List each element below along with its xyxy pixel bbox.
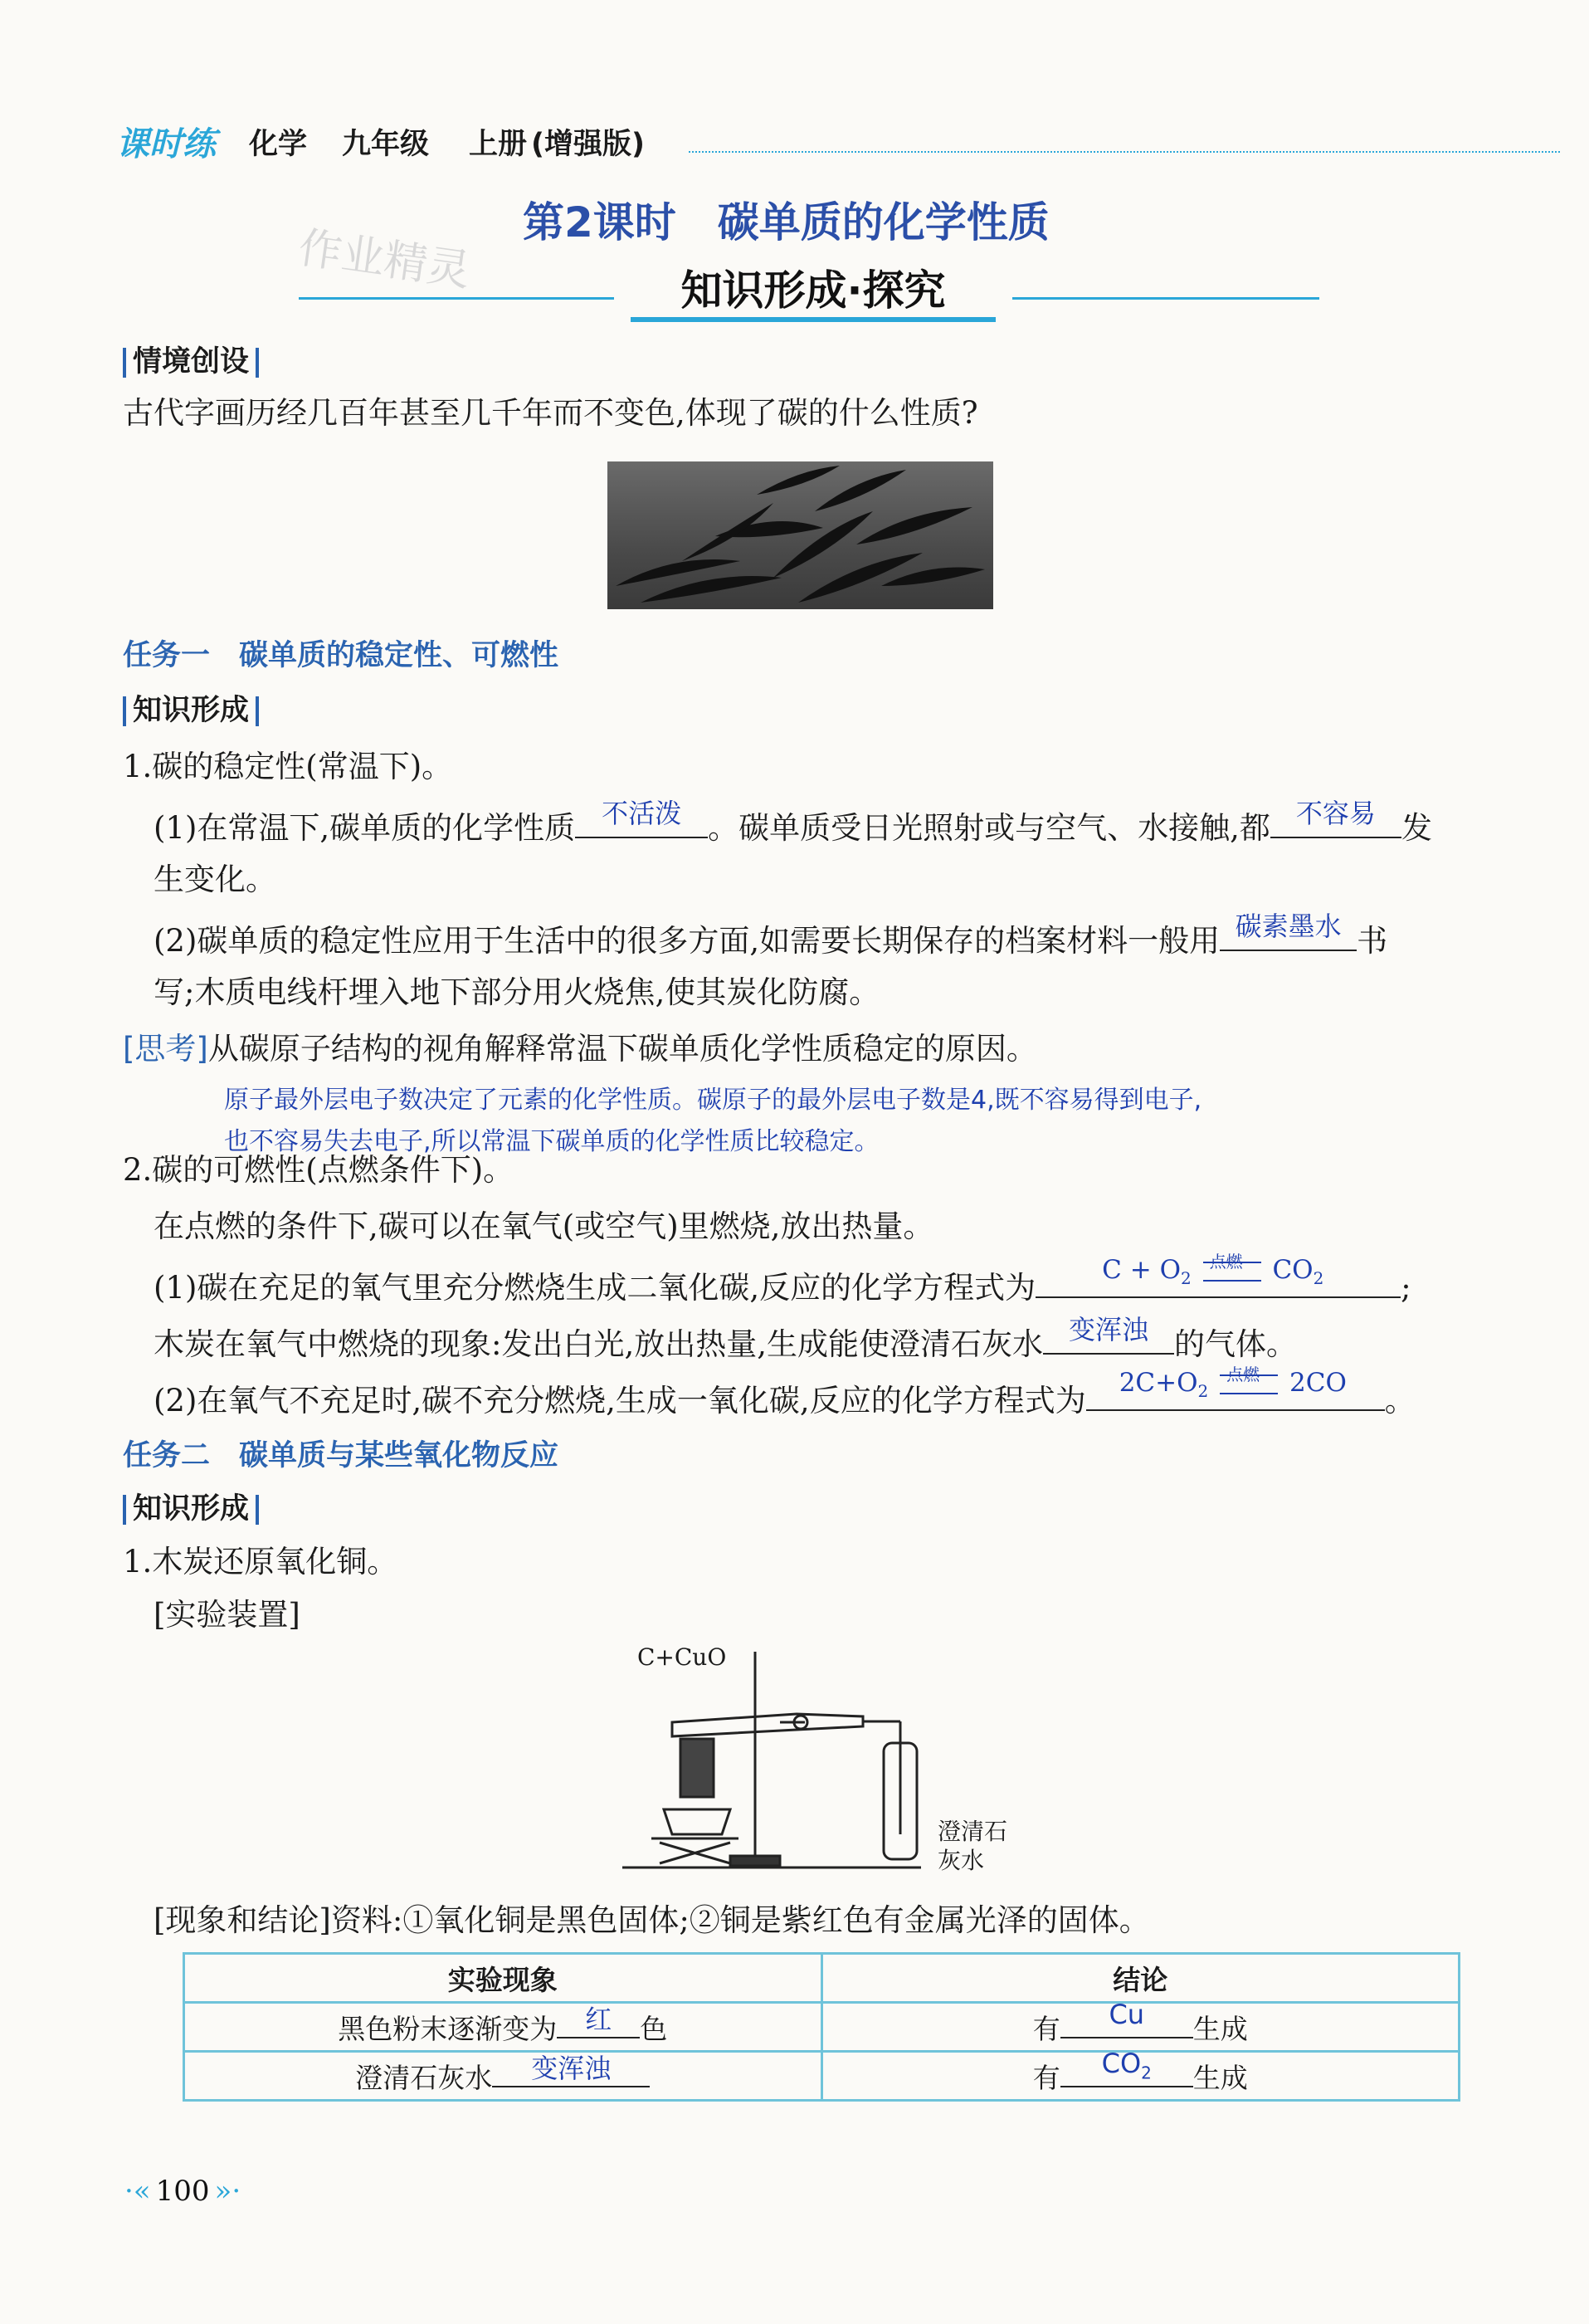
- answer-blank: [492, 2052, 650, 2087]
- combustibility-intro: 在点燃的条件下,碳可以在氧气(或空气)里燃烧,放出热量。: [154, 1208, 934, 1244]
- eq-right: 2CO: [1289, 1368, 1347, 1398]
- eq-arrow: [1220, 1364, 1278, 1394]
- header: [116, 116, 1560, 166]
- scenario-label: [116, 339, 266, 380]
- task2-title: 任务二 碳单质与某些氧化物反应: [123, 1439, 559, 1472]
- header-volume: 上册: [469, 128, 528, 161]
- text: (1)在常温下,碳单质的化学性质: [154, 810, 576, 846]
- text: (1)碳在充足的氧气里充分燃烧生成二氧化碳,反应的化学方程式为: [154, 1270, 1036, 1306]
- answer-text: 不容易: [1295, 798, 1376, 829]
- conclusion-intro: [现象和结论]资料:①氧化铜是黑色固体;②铜是紫红色有金属光泽的固体。: [154, 1902, 1150, 1938]
- text: 有: [1032, 2061, 1060, 2094]
- task1-label: [116, 687, 266, 729]
- reduction-heading: 1.木炭还原氧化铜。: [123, 1544, 398, 1579]
- text: (2)碳单质的稳定性应用于生活中的很多方面,如需要长期保存的档案材料一般用: [154, 923, 1221, 959]
- equation-blank: [1036, 1251, 1401, 1298]
- stability-line1-cont: 生变化。: [154, 862, 276, 897]
- text: ;: [1401, 1270, 1411, 1306]
- page-number: [124, 2175, 241, 2208]
- table-cell: [821, 1998, 1460, 2052]
- text: 生成: [1192, 2061, 1248, 2094]
- header-edition: (增强版): [531, 128, 645, 161]
- table-cell: [184, 2003, 822, 2052]
- page-deco-right: »·: [214, 2175, 241, 2208]
- banner-line-right: [1012, 297, 1319, 300]
- brand-logo: 课时练: [116, 125, 216, 164]
- page-deco-left: ·«: [124, 2175, 151, 2208]
- eq-right: CO: [1272, 1255, 1314, 1285]
- answer-blank: [575, 798, 708, 838]
- eq-condition: 点燃: [1226, 1364, 1260, 1384]
- text: 黑色粉末逐渐变为: [338, 2012, 558, 2045]
- watermark: 作业精灵: [295, 222, 474, 297]
- text: 。: [1384, 1383, 1416, 1418]
- text: (2)在氧气不充足时,碳不充分燃烧,生成一氧化碳,反应的化学方程式为: [154, 1383, 1086, 1418]
- section-banner: [299, 257, 1319, 315]
- stability-line1: [154, 798, 1432, 848]
- scenario-label-text: 情境创设: [133, 345, 250, 378]
- equation-co: $2C+O_2$ 点燃 2CO: [1119, 1363, 1347, 1411]
- task1-title: 任务一 碳单质的稳定性、可燃性: [123, 639, 559, 672]
- text: 生成: [1192, 2012, 1248, 2045]
- text: 有: [1032, 2012, 1060, 2045]
- page-number-text: 100: [155, 2175, 210, 2208]
- text: 色: [640, 2012, 668, 2045]
- banner-text: 知识形成·探究: [631, 257, 996, 322]
- eq-condition: 点燃: [1209, 1251, 1243, 1272]
- answer-text: 变浑浊: [1068, 1314, 1148, 1345]
- text: 发: [1401, 810, 1432, 846]
- answer-text: Cu: [1109, 1998, 1145, 2030]
- stability-line2-cont: 写;木质电线杆埋入地下部分用火烧焦,使其炭化防腐。: [154, 974, 880, 1010]
- think-question: [123, 1029, 1037, 1069]
- eq-left: 2C+O: [1119, 1368, 1198, 1398]
- answer-formula: CO: [1101, 2047, 1142, 2079]
- bamboo-painting-image: [607, 461, 993, 609]
- task2-label: [116, 1486, 266, 1527]
- answer-text: 变浑浊: [531, 2052, 612, 2084]
- table-row: [184, 2052, 1460, 2101]
- think-answer-2: 也不容易失去电子,所以常温下碳单质的化学性质比较稳定。: [224, 1127, 880, 1156]
- stability-heading: 1.碳的稳定性(常温下)。: [123, 749, 453, 784]
- lesson-title: 第2课时 碳单质的化学性质: [523, 198, 1050, 247]
- table-cell: [184, 2052, 822, 2101]
- think-label: [思考]: [123, 1031, 208, 1067]
- table-header-row: [184, 1954, 1460, 2003]
- header-grade: 九年级: [342, 128, 430, 161]
- equation-blank: [1086, 1364, 1385, 1411]
- banner-line-left: [299, 297, 614, 300]
- text: 木炭在氧气中燃烧的现象:发出白光,放出热量,生成能使澄清石灰水: [154, 1326, 1043, 1362]
- equation-co2: $C + O_2$ 点燃 $CO_2$: [1102, 1250, 1323, 1298]
- answer-text: 不活泼: [602, 798, 682, 829]
- answer-text: 碳素墨水: [1235, 911, 1342, 942]
- think-answer-1: 原子最外层电子数决定了元素的化学性质。碳原子的最外层电子数是4,既不容易得到电子,: [224, 1086, 1202, 1115]
- text: 。碳单质受日光照射或与空气、水接触,都: [708, 810, 1270, 846]
- table-cell: [821, 2047, 1460, 2101]
- apparatus-figure: [614, 1643, 1046, 1884]
- task1-label-text: 知识形成: [133, 694, 250, 727]
- header-rule: [689, 151, 1560, 153]
- bamboo-leaves-icon: [607, 461, 993, 609]
- stability-line2: [154, 911, 1388, 961]
- figure-label-limewater-2: 灰水: [938, 1847, 985, 1874]
- text: 的气体。: [1174, 1326, 1297, 1362]
- text: 澄清石灰水: [355, 2061, 493, 2094]
- figure-label-reactants: C+CuO: [637, 1643, 727, 1671]
- answer-text: 红: [585, 2003, 612, 2035]
- table-header: 实验现象: [184, 1954, 822, 2003]
- answer-text: $CO_2$: [1101, 2047, 1152, 2082]
- answer-blank: [1060, 1998, 1193, 2038]
- header-subject: 化学: [249, 128, 308, 161]
- table-header: 结论: [821, 1954, 1460, 2003]
- device-label: [实验装置]: [154, 1597, 300, 1633]
- combustibility-heading: 2.碳的可燃性(点燃条件下)。: [123, 1152, 514, 1188]
- table-row: [184, 2003, 1460, 2052]
- text: 从碳原子结构的视角解释常温下碳单质化学性质稳定的原因。: [207, 1031, 1037, 1067]
- combustibility-line1-cont: [154, 1314, 1297, 1365]
- answer-blank: [1270, 798, 1401, 838]
- combustibility-line2: [154, 1364, 1416, 1421]
- scenario-question: 古代字画历经几百年甚至几千年而不变色,体现了碳的什么性质?: [123, 395, 978, 431]
- answer-blank: [557, 2003, 640, 2038]
- text: 书: [1357, 923, 1388, 959]
- results-table: [183, 1952, 1460, 2102]
- answer-blank: [1220, 911, 1357, 951]
- eq-left: C + O: [1102, 1255, 1181, 1285]
- answer-blank: [1043, 1314, 1174, 1355]
- task2-label-text: 知识形成: [133, 1492, 250, 1526]
- figure-label-limewater-1: 澄清石: [938, 1818, 1008, 1845]
- answer-blank: [1060, 2047, 1193, 2087]
- eq-arrow: [1203, 1251, 1261, 1282]
- combustibility-line1: [154, 1251, 1411, 1308]
